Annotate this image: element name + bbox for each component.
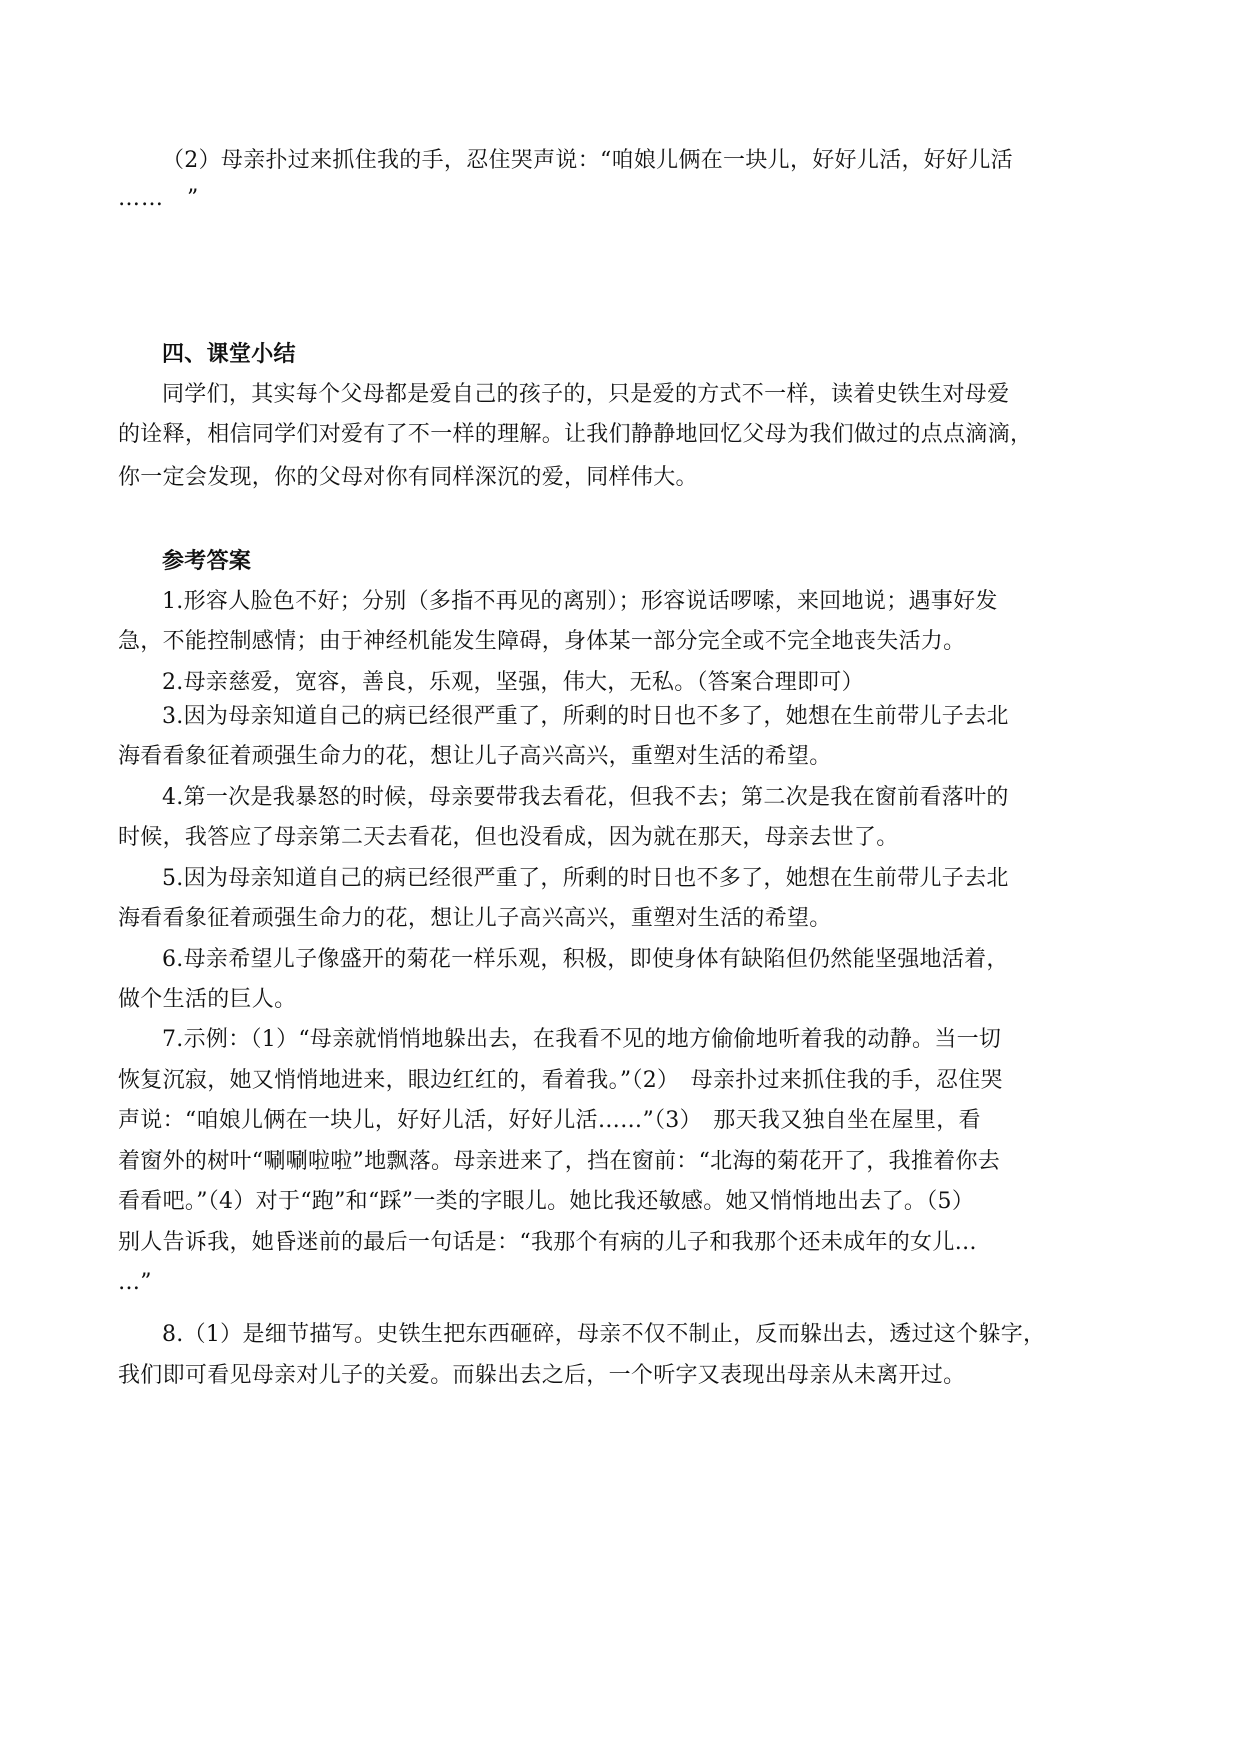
answer-line: 声说：“咱娘儿俩在一块儿，好好儿活，好好儿活……”（3） 那天我又独自坐在屋里，看 [118, 1108, 981, 1133]
summary-line: 同学们，其实每个父母都是爱自己的孩子的，只是爱的方式不一样，读着史铁生对母爱 [162, 382, 1010, 407]
answer-line: 海看看象征着顽强生命力的花，想让儿子高兴高兴，重塑对生活的希望。 [118, 906, 832, 931]
summary-line: 的诠释，相信同学们对爱有了不一样的理解。让我们静静地回忆父母为我们做过的点点滴滴， [118, 422, 1033, 447]
answer-line: 急，不能控制感情；由于神经机能发生障碍，身体某一部分完全或不完全地丧失活力。 [118, 629, 966, 654]
answer-line: 我们即可看见母亲对儿子的关爱。而躲出去之后，一个听字又表现出母亲从未离开过。 [118, 1363, 966, 1388]
answer-line: 看看吧。”（4）对于“跑”和“踩”一类的字眼儿。她比我还敏感。她又悄悄地出去了。（5） [118, 1189, 975, 1214]
q2-text-line-1: （2）母亲扑过来抓住我的手，忍住哭声说：“咱娘儿俩在一块儿，好好儿活，好好儿活 [162, 148, 1013, 173]
answer-line: 2.母亲慈爱，宽容，善良，乐观，坚强，伟大，无私。（答案合理即可） [162, 670, 864, 695]
answer-line: 8.（1）是细节描写。史铁生把东西砸碎，母亲不仅不制止，反而躲出去，透过这个躲字， [162, 1322, 1046, 1347]
answer-line: 7.示例：（1）“母亲就悄悄地躲出去，在我看不见的地方偷偷地听着我的动静。当一切 [162, 1027, 1002, 1052]
answer-line: 海看看象征着顽强生命力的花，想让儿子高兴高兴，重塑对生活的希望。 [118, 744, 832, 769]
section-heading-class-summary: 四、课堂小结 [162, 342, 296, 367]
answer-line: 别人告诉我，她昏迷前的最后一句话是：“我那个有病的儿子和我那个还未成年的女儿… [118, 1230, 977, 1255]
answer-line: 着窗外的树叶“唰唰啦啦”地飘落。母亲进来了，挡在窗前：“北海的菊花开了，我推着你去 [118, 1149, 1001, 1174]
answer-line: 恢复沉寂，她又悄悄地进来，眼边红红的，看着我。”（2） 母亲扑过来抓住我的手，忍住哭 [118, 1068, 1003, 1093]
section-heading-reference-answers: 参考答案 [162, 549, 252, 574]
answer-line: 6.母亲希望儿子像盛开的菊花一样乐观，积极，即使身体有缺陷但仍然能坚强地活着， [162, 947, 1009, 972]
answer-line: 时候，我答应了母亲第二天去看花，但也没看成，因为就在那天，母亲去世了。 [118, 825, 899, 850]
answer-line: 做个生活的巨人。 [118, 987, 297, 1012]
answer-line: …” [118, 1270, 152, 1295]
q2-text-line-2: …… ” [118, 186, 200, 211]
answer-line: 4.第一次是我暴怒的时候，母亲要带我去看花，但我不去；第二次是我在窗前看落叶的 [162, 785, 1009, 810]
answer-line: 1.形容人脸色不好；分别（多指不再见的离别）；形容说话啰嗦，来回地说；遇事好发 [162, 589, 998, 614]
summary-line: 你一定会发现，你的父母对你有同样深沉的爱，同样伟大。 [118, 465, 698, 490]
answer-line: 3.因为母亲知道自己的病已经很严重了，所剩的时日也不多了，她想在生前带儿子去北 [162, 704, 1009, 729]
answer-line: 5.因为母亲知道自己的病已经很严重了，所剩的时日也不多了，她想在生前带儿子去北 [162, 866, 1009, 891]
